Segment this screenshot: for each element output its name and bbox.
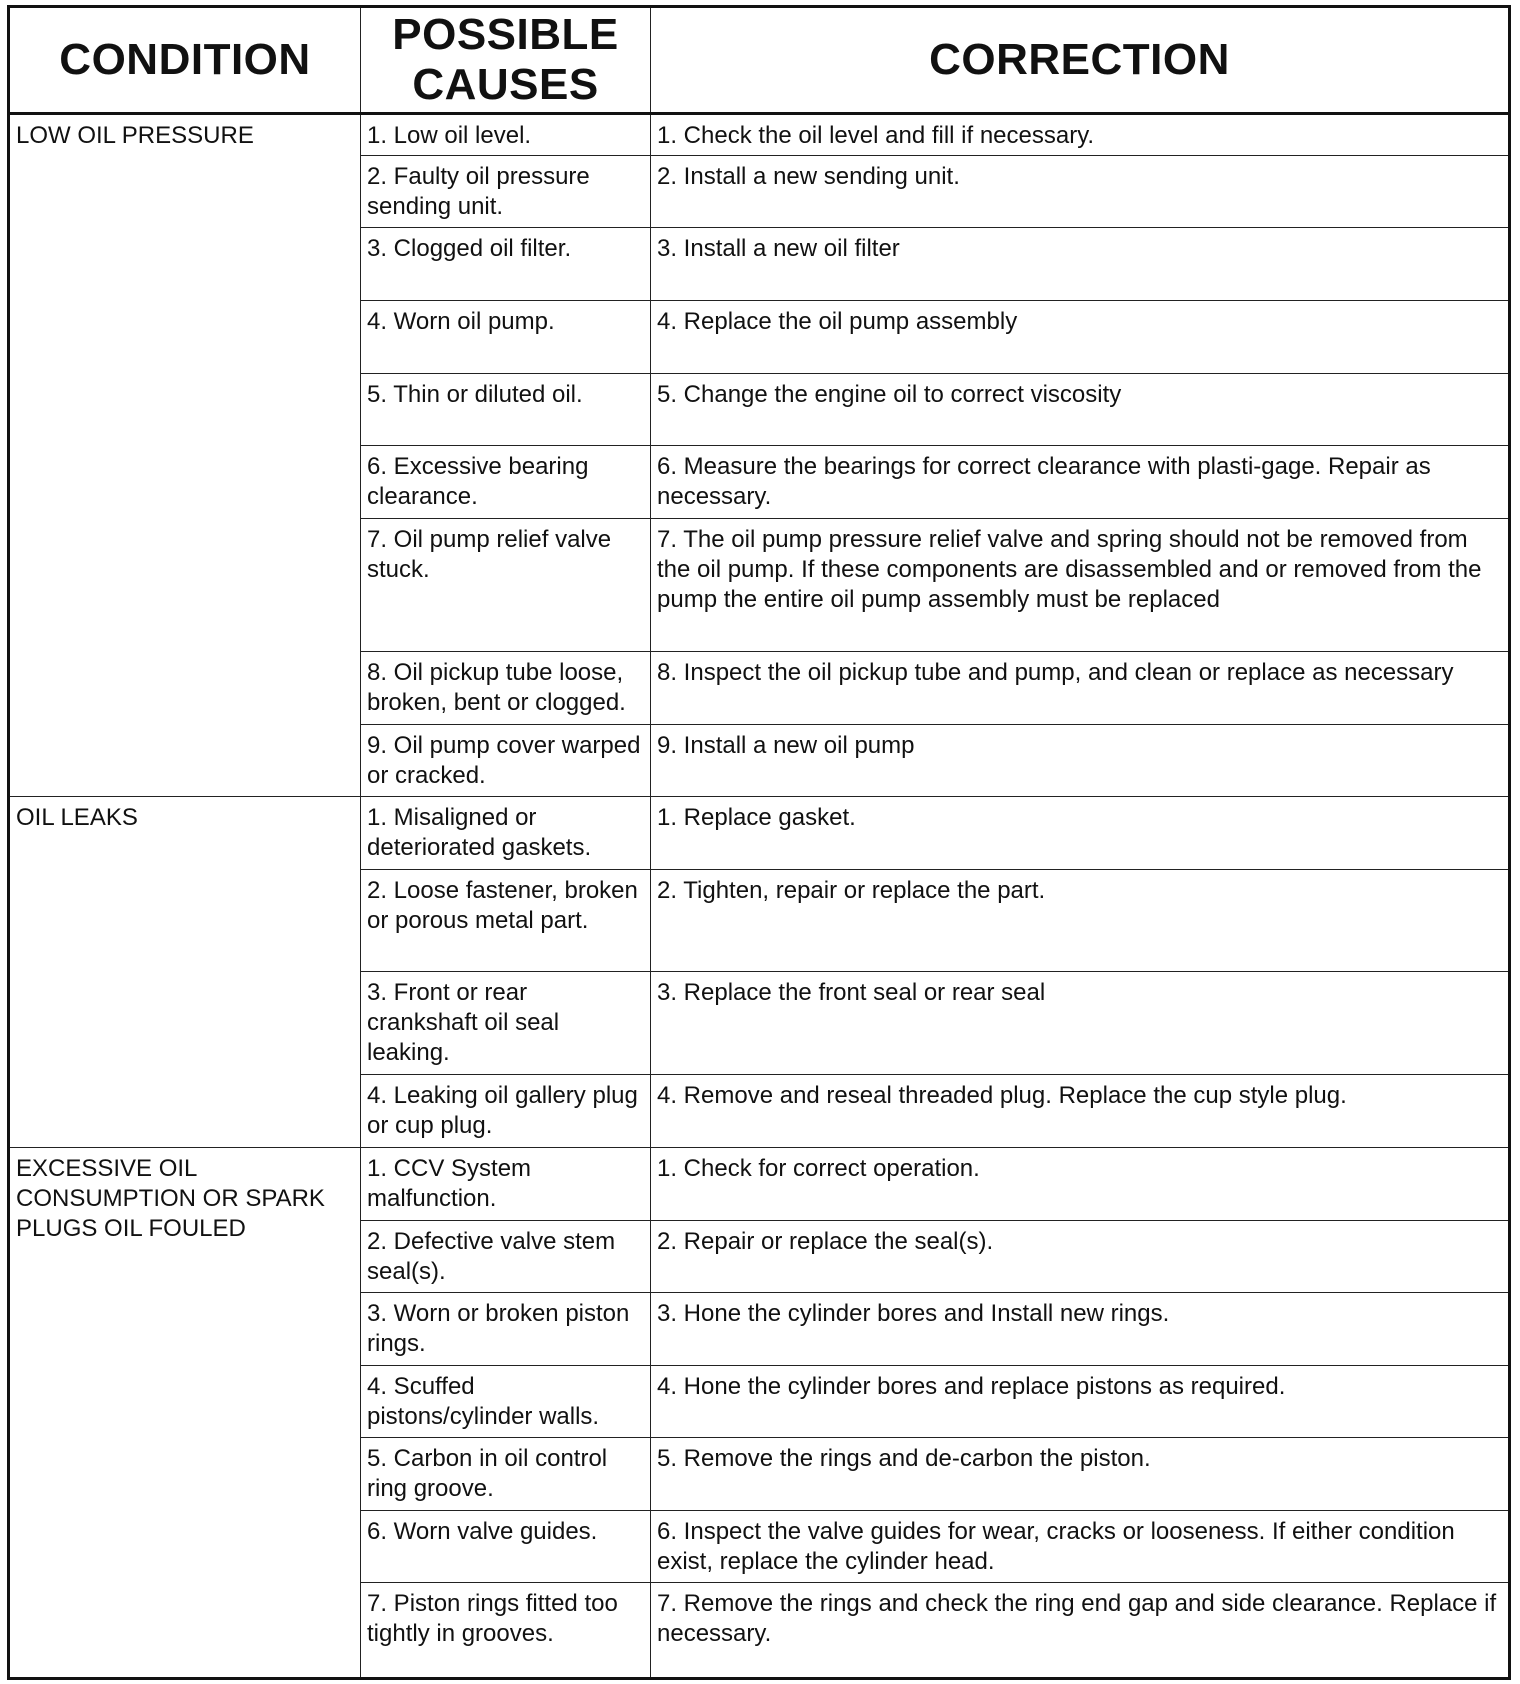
correction-cell: 3. Install a new oil filter: [651, 228, 1510, 301]
correction-cell: 7. Remove the rings and check the ring end gap and side clearance. Replace if necessary.: [651, 1583, 1510, 1679]
correction-cell: 4. Remove and reseal threaded plug. Replace the cup style plug.: [651, 1075, 1510, 1148]
header-causes-line1: POSSIBLE: [392, 10, 619, 59]
header-row: [9, 7, 1510, 114]
correction-cell: 5. Change the engine oil to correct viscosity: [651, 374, 1510, 446]
correction-cell: 1. Replace gasket.: [651, 797, 1510, 870]
correction-cell: 8. Inspect the oil pickup tube and pump, and clean or replace as necessary: [651, 652, 1510, 725]
cause-cell: 3. Clogged oil filter.: [361, 228, 651, 301]
correction-cell: 3. Replace the front seal or rear seal: [651, 972, 1510, 1075]
cause-cell: 9. Oil pump cover warped or cracked.: [361, 725, 651, 797]
correction-cell: 7. The oil pump pressure relief valve and spring should not be removed from the oil pump. If these components are disassembled and or removed from the pump the entire oil pump assembly must be replaced: [651, 519, 1510, 652]
correction-cell: 4. Hone the cylinder bores and replace pistons as required.: [651, 1366, 1510, 1438]
correction-cell: 9. Install a new oil pump: [651, 725, 1510, 797]
cause-cell: 5. Thin or diluted oil.: [361, 374, 651, 446]
cause-cell: 2. Faulty oil pressure sending unit.: [361, 156, 651, 228]
cause-cell: 1. Low oil level.: [361, 114, 651, 156]
table-row: [9, 114, 1510, 156]
cause-cell: 7. Oil pump relief valve stuck.: [361, 519, 651, 652]
table-row: [9, 1148, 1510, 1221]
cause-cell: 7. Piston rings fitted too tightly in grooves.: [361, 1583, 651, 1679]
cause-cell: 5. Carbon in oil control ring groove.: [361, 1438, 651, 1511]
diagnosis-table: [7, 5, 1511, 1680]
diagnosis-chart: [7, 5, 1511, 1680]
correction-cell: 6. Measure the bearings for correct clearance with plasti-gage. Repair as necessary.: [651, 446, 1510, 519]
correction-cell: 3. Hone the cylinder bores and Install new rings.: [651, 1293, 1510, 1366]
cause-cell: 1. CCV System malfunction.: [361, 1148, 651, 1221]
cause-cell: 4. Leaking oil gallery plug or cup plug.: [361, 1075, 651, 1148]
condition-cell: OIL LEAKS: [9, 797, 361, 1148]
condition-cell: EXCESSIVE OIL CONSUMPTION OR SPARK PLUGS OIL FOULED: [9, 1148, 361, 1679]
cause-cell: 3. Worn or broken piston rings.: [361, 1293, 651, 1366]
cause-cell: 2. Defective valve stem seal(s).: [361, 1221, 651, 1293]
header-causes-line2: CAUSES: [412, 60, 599, 109]
header-condition: CONDITION: [9, 7, 361, 114]
correction-cell: 6. Inspect the valve guides for wear, cracks or looseness. If either condition exist, replace the cylinder head.: [651, 1511, 1510, 1583]
correction-cell: 5. Remove the rings and de-carbon the piston.: [651, 1438, 1510, 1511]
header-possible-causes: [361, 7, 651, 114]
correction-cell: 1. Check the oil level and fill if necessary.: [651, 114, 1510, 156]
correction-cell: 2. Install a new sending unit.: [651, 156, 1510, 228]
correction-cell: 4. Replace the oil pump assembly: [651, 301, 1510, 374]
correction-cell: 2. Tighten, repair or replace the part.: [651, 870, 1510, 972]
cause-cell: 8. Oil pickup tube loose, broken, bent or clogged.: [361, 652, 651, 725]
cause-cell: 6. Worn valve guides.: [361, 1511, 651, 1583]
cause-cell: 1. Misaligned or deteriorated gaskets.: [361, 797, 651, 870]
cause-cell: 2. Loose fastener, broken or porous metal part.: [361, 870, 651, 972]
cause-cell: 4. Worn oil pump.: [361, 301, 651, 374]
condition-cell: LOW OIL PRESSURE: [9, 114, 361, 797]
table-row: [9, 797, 1510, 870]
correction-cell: 1. Check for correct operation.: [651, 1148, 1510, 1221]
cause-cell: 4. Scuffed pistons/cylinder walls.: [361, 1366, 651, 1438]
cause-cell: 6. Excessive bearing clearance.: [361, 446, 651, 519]
cause-cell: 3. Front or rear crankshaft oil seal leaking.: [361, 972, 651, 1075]
header-correction: CORRECTION: [651, 7, 1510, 114]
correction-cell: 2. Repair or replace the seal(s).: [651, 1221, 1510, 1293]
